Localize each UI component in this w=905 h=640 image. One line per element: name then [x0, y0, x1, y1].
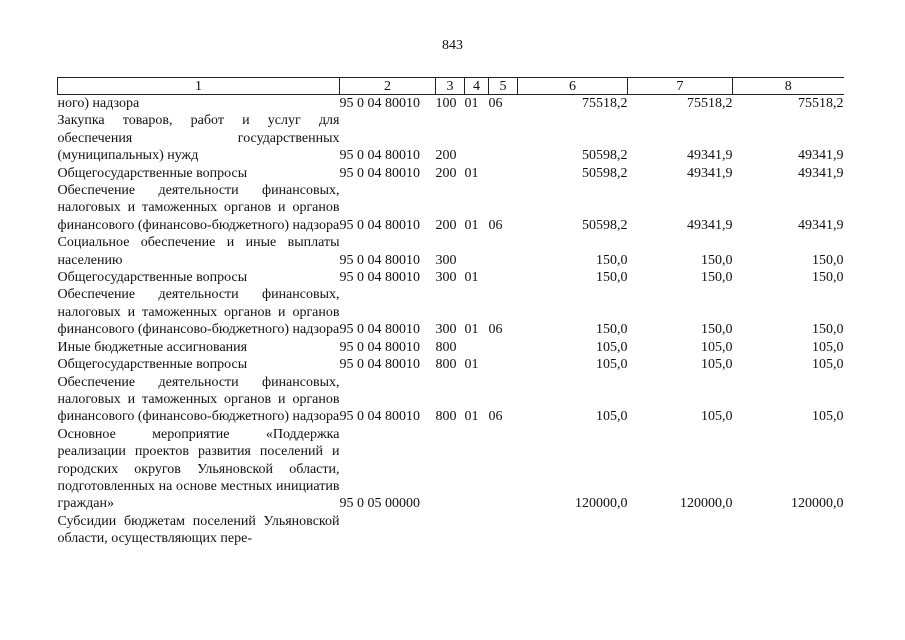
- row-value-7: 49341,9: [687, 165, 733, 181]
- row-value-7: 49341,9: [687, 217, 733, 233]
- row-value-7: 105,0: [701, 339, 733, 355]
- table-row: [58, 339, 844, 356]
- table-row: [58, 513, 844, 548]
- row-col-5: 06: [488, 96, 503, 111]
- row-value-6: [518, 513, 628, 548]
- row-col-3: 800: [435, 357, 457, 373]
- row-col-3: 300: [435, 252, 457, 268]
- row-value-7: 150,0: [701, 270, 733, 286]
- row-name: Обеспечение деятельности финансовых, налоговых и таможенных органов и органов финансового (финансово-бюджетного) надзора: [57, 374, 340, 425]
- row-col-4: [465, 234, 489, 269]
- page-number: 843: [442, 38, 463, 53]
- row-code: 95 0 04 80010: [339, 322, 420, 338]
- row-name: Социальное обеспечение и иные выплаты населению: [57, 235, 340, 268]
- row-value-8: 105,0: [812, 339, 844, 355]
- row-value-8: 49341,9: [798, 148, 844, 164]
- row-value-8: 150,0: [812, 322, 844, 338]
- row-value-6: 50598,2: [582, 217, 628, 233]
- row-name: Обеспечение деятельности финансовых, налоговых и таможенных органов и органов финансового (финансово-бюджетного) надзора: [57, 287, 340, 338]
- row-col-3: [436, 426, 465, 513]
- row-col-3: 300: [435, 322, 457, 338]
- header-row: [58, 78, 844, 95]
- row-code: 95 0 04 80010: [339, 409, 420, 425]
- row-name: Обеспечение деятельности финансовых, налоговых и таможенных органов и органов финансового (финансово-бюджетного) надзора: [57, 183, 340, 233]
- row-col-3: 800: [435, 409, 457, 425]
- row-value-7: 150,0: [701, 322, 733, 338]
- row-value-6: 105,0: [596, 339, 628, 355]
- row-code: 95 0 04 80010: [339, 165, 420, 181]
- header-col-3: 3: [436, 78, 465, 95]
- header-col-2: 2: [340, 78, 436, 95]
- row-code: 95 0 04 80010: [339, 96, 420, 111]
- row-name: ного) надзора: [57, 96, 140, 111]
- header-col-8: 8: [733, 78, 844, 95]
- row-col-5: [489, 513, 518, 548]
- row-value-8: 49341,9: [798, 217, 844, 233]
- row-col-5: 06: [488, 217, 503, 233]
- row-value-8: 105,0: [812, 409, 844, 425]
- row-col-4: [465, 112, 489, 164]
- header-col-7: 7: [628, 78, 733, 95]
- row-value-8: 49341,9: [798, 165, 844, 181]
- row-col-3: 200: [435, 165, 457, 181]
- row-value-7: 105,0: [701, 357, 733, 373]
- row-value-6: 150,0: [596, 270, 628, 286]
- table-row: [58, 234, 844, 269]
- row-col-5: [489, 165, 518, 182]
- row-col-4: 01: [464, 217, 479, 233]
- header-col-5: 5: [489, 78, 518, 95]
- row-col-5: [489, 234, 518, 269]
- row-value-7: 150,0: [701, 252, 733, 268]
- table-row: [58, 286, 844, 338]
- table-row: [58, 95, 844, 113]
- row-value-6: 75518,2: [582, 96, 628, 111]
- table-body: [58, 95, 844, 548]
- table-row: [58, 374, 844, 426]
- table-row: [58, 426, 844, 513]
- row-code: 95 0 04 80010: [339, 252, 420, 268]
- budget-table: [57, 77, 844, 548]
- row-col-3: 100: [435, 96, 457, 111]
- row-col-5: [489, 426, 518, 513]
- row-value-6: 105,0: [596, 357, 628, 373]
- row-value-6: 105,0: [596, 409, 628, 425]
- row-col-4: 01: [464, 270, 479, 286]
- row-value-6: 120000,0: [575, 496, 628, 512]
- row-value-8: 120000,0: [791, 496, 844, 512]
- row-col-4: 01: [464, 165, 479, 181]
- row-col-4: 01: [464, 96, 479, 111]
- row-col-5: [489, 112, 518, 164]
- row-col-4: 01: [464, 322, 479, 338]
- row-col-4: [465, 339, 489, 356]
- row-code: 95 0 04 80010: [339, 270, 420, 286]
- table-row: [58, 356, 844, 373]
- row-name: Общегосударственные вопросы: [57, 357, 248, 373]
- row-code: 95 0 05 00000: [339, 496, 420, 512]
- row-code: 95 0 04 80010: [339, 148, 420, 164]
- row-name: Закупка товаров, работ и услуг для обеспечения государственных (муниципальных) нужд: [57, 113, 340, 164]
- row-col-5: [489, 356, 518, 373]
- row-col-4: [465, 426, 489, 513]
- row-name: Субсидии бюджетам поселений Ульяновской области, осуществляющих пере-: [57, 513, 340, 547]
- row-col-3: 200: [435, 217, 457, 233]
- header-col-4: 4: [465, 78, 489, 95]
- row-value-6: 150,0: [596, 322, 628, 338]
- row-value-7: 49341,9: [687, 148, 733, 164]
- row-value-6: 50598,2: [582, 165, 628, 181]
- row-col-5: [489, 269, 518, 286]
- table-row: [58, 112, 844, 164]
- row-value-8: 150,0: [812, 252, 844, 268]
- header-col-1: 1: [58, 78, 340, 95]
- row-value-8: 75518,2: [798, 96, 844, 111]
- row-code: 95 0 04 80010: [339, 217, 420, 233]
- row-col-5: [489, 339, 518, 356]
- row-value-8: [733, 513, 844, 548]
- row-name: Основное мероприятие «Поддержка реализации проектов развития поселений и городских округов Ульяновской области, подготовленных на основе местных инициатив граждан»: [57, 426, 340, 512]
- row-value-7: [628, 513, 733, 548]
- row-col-5: 06: [488, 409, 503, 425]
- row-code: 95 0 04 80010: [339, 339, 420, 355]
- row-value-6: 50598,2: [582, 148, 628, 164]
- row-col-4: [465, 513, 489, 548]
- table-row: [58, 165, 844, 182]
- header-col-6: 6: [518, 78, 628, 95]
- row-name: Иные бюджетные ассигнования: [57, 339, 248, 355]
- row-value-6: 150,0: [596, 252, 628, 268]
- row-value-7: 105,0: [701, 409, 733, 425]
- row-col-4: 01: [464, 409, 479, 425]
- row-value-8: 150,0: [812, 270, 844, 286]
- row-col-5: 06: [488, 322, 503, 338]
- row-code: 95 0 04 80010: [339, 357, 420, 373]
- row-value-7: 120000,0: [680, 496, 733, 512]
- row-col-4: 01: [464, 357, 479, 373]
- table-row: [58, 269, 844, 286]
- row-name: Общегосударственные вопросы: [57, 165, 248, 181]
- row-name: Общегосударственные вопросы: [57, 270, 248, 286]
- row-col-3: 300: [435, 270, 457, 286]
- row-col-3: [436, 513, 465, 548]
- table-row: [58, 182, 844, 234]
- row-value-8: 105,0: [812, 357, 844, 373]
- row-col-3: 200: [435, 148, 457, 164]
- row-col-3: 800: [435, 339, 457, 355]
- row-code: [340, 513, 436, 548]
- row-value-7: 75518,2: [687, 96, 733, 111]
